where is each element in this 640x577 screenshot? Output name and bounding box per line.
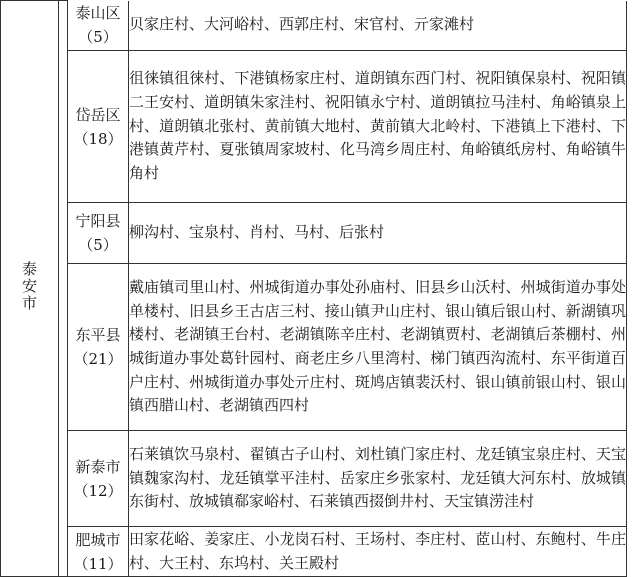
village-list: 柳沟村、宝泉村、肖村、马村、后张村 [129,203,627,264]
table-row [1,51,627,203]
county-name: 新泰市 [75,457,121,476]
county-cell [68,264,129,431]
table-row [1,527,627,577]
village-list: 田家花峪、姜家庄、小龙岗石村、王场村、李庄村、茝山村、东鲍村、牛庄村、大王村、东坞村、关王殿村 [129,527,627,577]
table-row [1,431,627,527]
county-name: 东平县 [75,326,121,344]
county-cell [68,527,129,577]
spacer-cell [59,1,68,577]
village-list: 戴庙镇司里山村、州城街道办事处孙庙村、旧县乡山沃村、州城街道办事处单楼村、旧县乡王古店三村、接山镇尹山庄村、银山镇后银山村、新湖镇巩楼村、老湖镇王台村、老湖镇陈辛庄村、老湖镇贾村、老湖镇后茶棚村、州城街道办事处葛针园村、商老庄乡八里湾村、梯门镇西沟流村、东平街道百户庄村、州城街道办事处亓庄村、斑鸠店镇裴沃村、银山镇前银山村、银山镇西腊山村、老湖镇西四村 [129,264,627,431]
county-cell [68,203,129,264]
village-list: 徂徕镇徂徕村、下港镇杨家庄村、道朗镇东西门村、祝阳镇保泉村、祝阳镇二王安村、道朗镇朱家洼村、祝阳镇永宁村、道朗镇拉马洼村、角峪镇泉上村、道朗镇北张村、黄前镇大地村、黄前镇大北岭村、下港镇上下港村、下港镇黄芹村、夏张镇周家坡村、化马湾乡周庄村、角峪镇纸房村、角峪镇牛角村 [129,51,627,203]
table-row [1,1,627,51]
village-count: （11） [73,554,123,573]
county-name: 泰山区 [75,4,121,23]
village-count: （12） [73,481,123,500]
village-count: （21） [73,350,123,368]
county-name: 宁阳县 [75,212,121,230]
city-cell [1,1,59,577]
county-name: 岱岳区 [75,105,121,124]
village-count: （5） [78,28,118,47]
village-count: （5） [78,236,118,254]
village-count: （18） [73,129,123,148]
city-name: 泰安市 [20,261,38,312]
county-cell [68,1,129,51]
table-row [1,203,627,264]
table-row [1,264,627,431]
village-list: 石莱镇饮马泉村、翟镇古子山村、刘杜镇门家庄村、龙廷镇宝泉庄村、天宝镇魏家沟村、龙廷镇掌平洼村、岳家庄乡张家村、龙廷镇大河东村、放城镇东街村、放城镇郗家峪村、石莱镇西掇倒井村、天宝镇涝洼村 [129,431,627,527]
county-cell [68,51,129,203]
county-name: 肥城市 [75,530,121,549]
county-cell [68,431,129,527]
village-list: 贝家庄村、大河峪村、西郭庄村、宋官村、亓家滩村 [129,1,627,51]
